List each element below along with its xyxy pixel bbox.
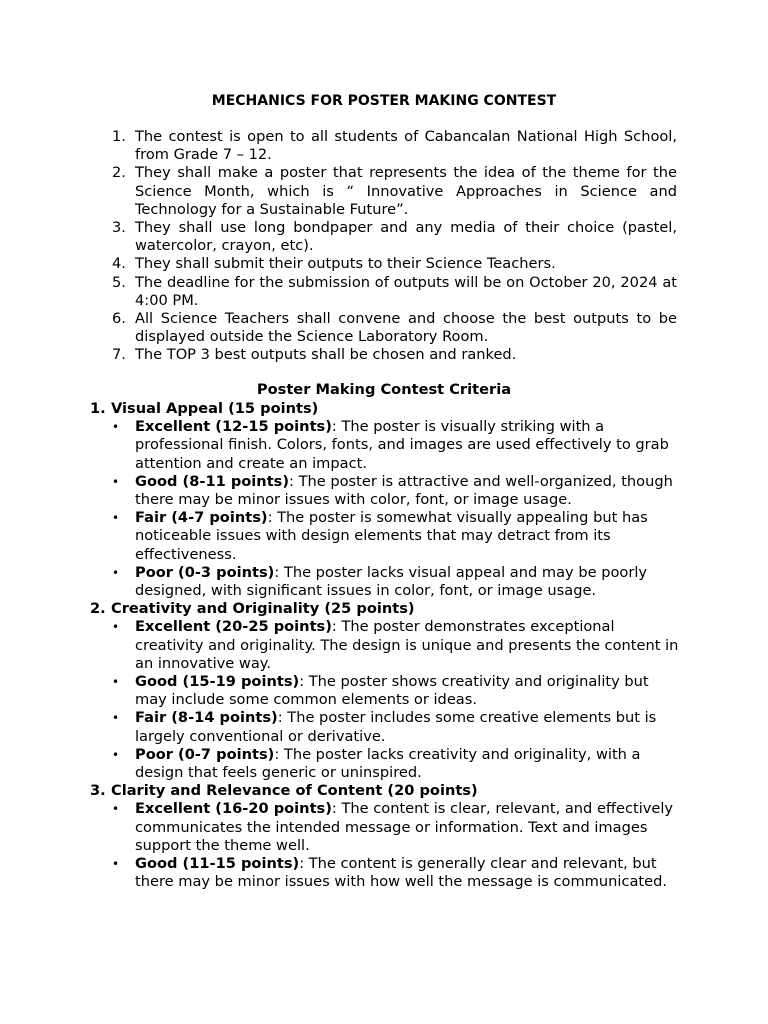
level-item	[90, 418, 680, 473]
criterion-heading	[90, 782, 680, 800]
bullet-icon: •	[112, 420, 120, 435]
bullet-icon: •	[112, 675, 120, 690]
criterion-heading	[90, 400, 680, 418]
bullet-icon: •	[112, 565, 120, 580]
level-item	[90, 564, 680, 600]
bullet-icon: •	[112, 620, 120, 635]
criterion-number: 2.	[90, 600, 106, 618]
level-text: : The poster is somewhat visually appealing but has noticeable issues with design elements that may detract from its effectiveness.	[135, 509, 648, 563]
level-text: : The content is generally clear and relevant, but there may be minor issues with how well the message is communicated.	[135, 855, 668, 891]
item-text: The contest is open to all students of Cabancalan National High School, from Grade 7 – 12.	[135, 128, 677, 164]
bullet-icon: •	[112, 711, 120, 726]
level-label: Excellent (16-20 points)	[135, 800, 332, 818]
criteria-list	[90, 400, 680, 891]
level-item	[90, 800, 680, 855]
level-item	[90, 509, 680, 564]
item-number: 7.	[112, 346, 126, 364]
mechanics-item	[108, 274, 677, 310]
criterion-title: Clarity and Relevance of Content (20 points)	[111, 782, 478, 800]
criterion-levels	[90, 618, 680, 782]
level-label: Poor (0-3 points)	[135, 563, 275, 581]
bullet-icon: •	[112, 474, 120, 489]
item-text: All Science Teachers shall convene and choose the best outputs to be displayed outside the Science Laboratory Room.	[135, 310, 677, 346]
level-text: : The content is clear, relevant, and effectively communicates the intended message or information. Text and images support the theme well.	[135, 800, 674, 854]
level-text: : The poster is attractive and well-organized, though there may be minor issues with color, font, or image usage.	[135, 472, 673, 509]
criterion-heading	[90, 600, 680, 618]
level-label: Good (11-15 points)	[135, 855, 300, 873]
level-item	[90, 618, 680, 673]
item-number: 5.	[112, 273, 126, 291]
level-item	[90, 673, 680, 709]
page-title: MECHANICS FOR POSTER MAKING CONTEST	[211, 93, 557, 109]
criterion-number: 3.	[90, 782, 106, 800]
item-number: 6.	[112, 310, 126, 328]
item-text: They shall submit their outputs to their Science Teachers.	[135, 255, 556, 273]
level-label: Fair (4-7 points)	[135, 509, 268, 527]
item-text: The deadline for the submission of outputs will be on October 20, 2024 at 4:00 PM.	[135, 273, 677, 309]
level-item	[90, 709, 680, 745]
level-text: : The poster shows creativity and originality but may include some common elements or ideas.	[135, 673, 649, 709]
mechanics-list	[108, 128, 677, 365]
level-text: : The poster lacks visual appeal and may be poorly designed, with significant issues in color, font, or image usage.	[135, 563, 648, 600]
level-item	[90, 855, 680, 891]
criterion-levels	[90, 418, 680, 600]
level-text: : The poster is visually striking with a professional finish. Colors, fonts, and images are used effectively to grab attention and create an impact.	[135, 418, 669, 472]
criterion-number: 1.	[90, 400, 106, 417]
item-number: 1.	[112, 128, 126, 145]
level-item	[90, 746, 680, 782]
mechanics-item	[108, 164, 677, 219]
level-label: Fair (8-14 points)	[135, 709, 278, 727]
item-text: The TOP 3 best outputs shall be chosen and ranked.	[135, 346, 517, 364]
criteria-title: Poster Making Contest Criteria	[256, 381, 512, 398]
criterion-levels	[90, 800, 680, 891]
mechanics-item	[108, 128, 677, 164]
criterion-title: Creativity and Originality (25 points)	[111, 600, 415, 618]
level-label: Poor (0-7 points)	[135, 745, 275, 763]
level-label: Excellent (12-15 points)	[135, 418, 332, 436]
item-text: They shall make a poster that represents the idea of the theme for the Science Month, which is “ Innovative Approaches in Science and Technology for a Sustainable Future”.	[135, 164, 677, 218]
level-label: Good (8-11 points)	[135, 472, 290, 490]
level-label: Excellent (20-25 points)	[135, 618, 332, 636]
mechanics-item	[108, 255, 677, 273]
item-number: 3.	[112, 219, 126, 237]
item-number: 2.	[112, 164, 126, 182]
level-label: Good (15-19 points)	[135, 673, 300, 691]
bullet-icon: •	[112, 802, 120, 817]
criterion-title: Visual Appeal (15 points)	[111, 400, 319, 417]
level-item	[90, 473, 680, 509]
level-text: : The poster demonstrates exceptional creativity and originality. The design is unique and presents the content in an innovative way.	[135, 618, 679, 672]
bullet-icon: •	[112, 511, 120, 526]
level-text: : The poster includes some creative elements but is largely conventional or derivative.	[135, 709, 657, 745]
item-text: They shall use long bondpaper and any media of their choice (pastel, watercolor, crayon, etc).	[135, 219, 677, 255]
bullet-icon: •	[112, 857, 120, 872]
bullet-icon: •	[112, 747, 120, 762]
item-number: 4.	[112, 255, 126, 273]
mechanics-item	[108, 219, 677, 255]
mechanics-item	[108, 346, 677, 364]
mechanics-item	[108, 310, 677, 346]
level-text: : The poster lacks creativity and originality, with a design that feels generic or uninspired.	[135, 745, 641, 782]
